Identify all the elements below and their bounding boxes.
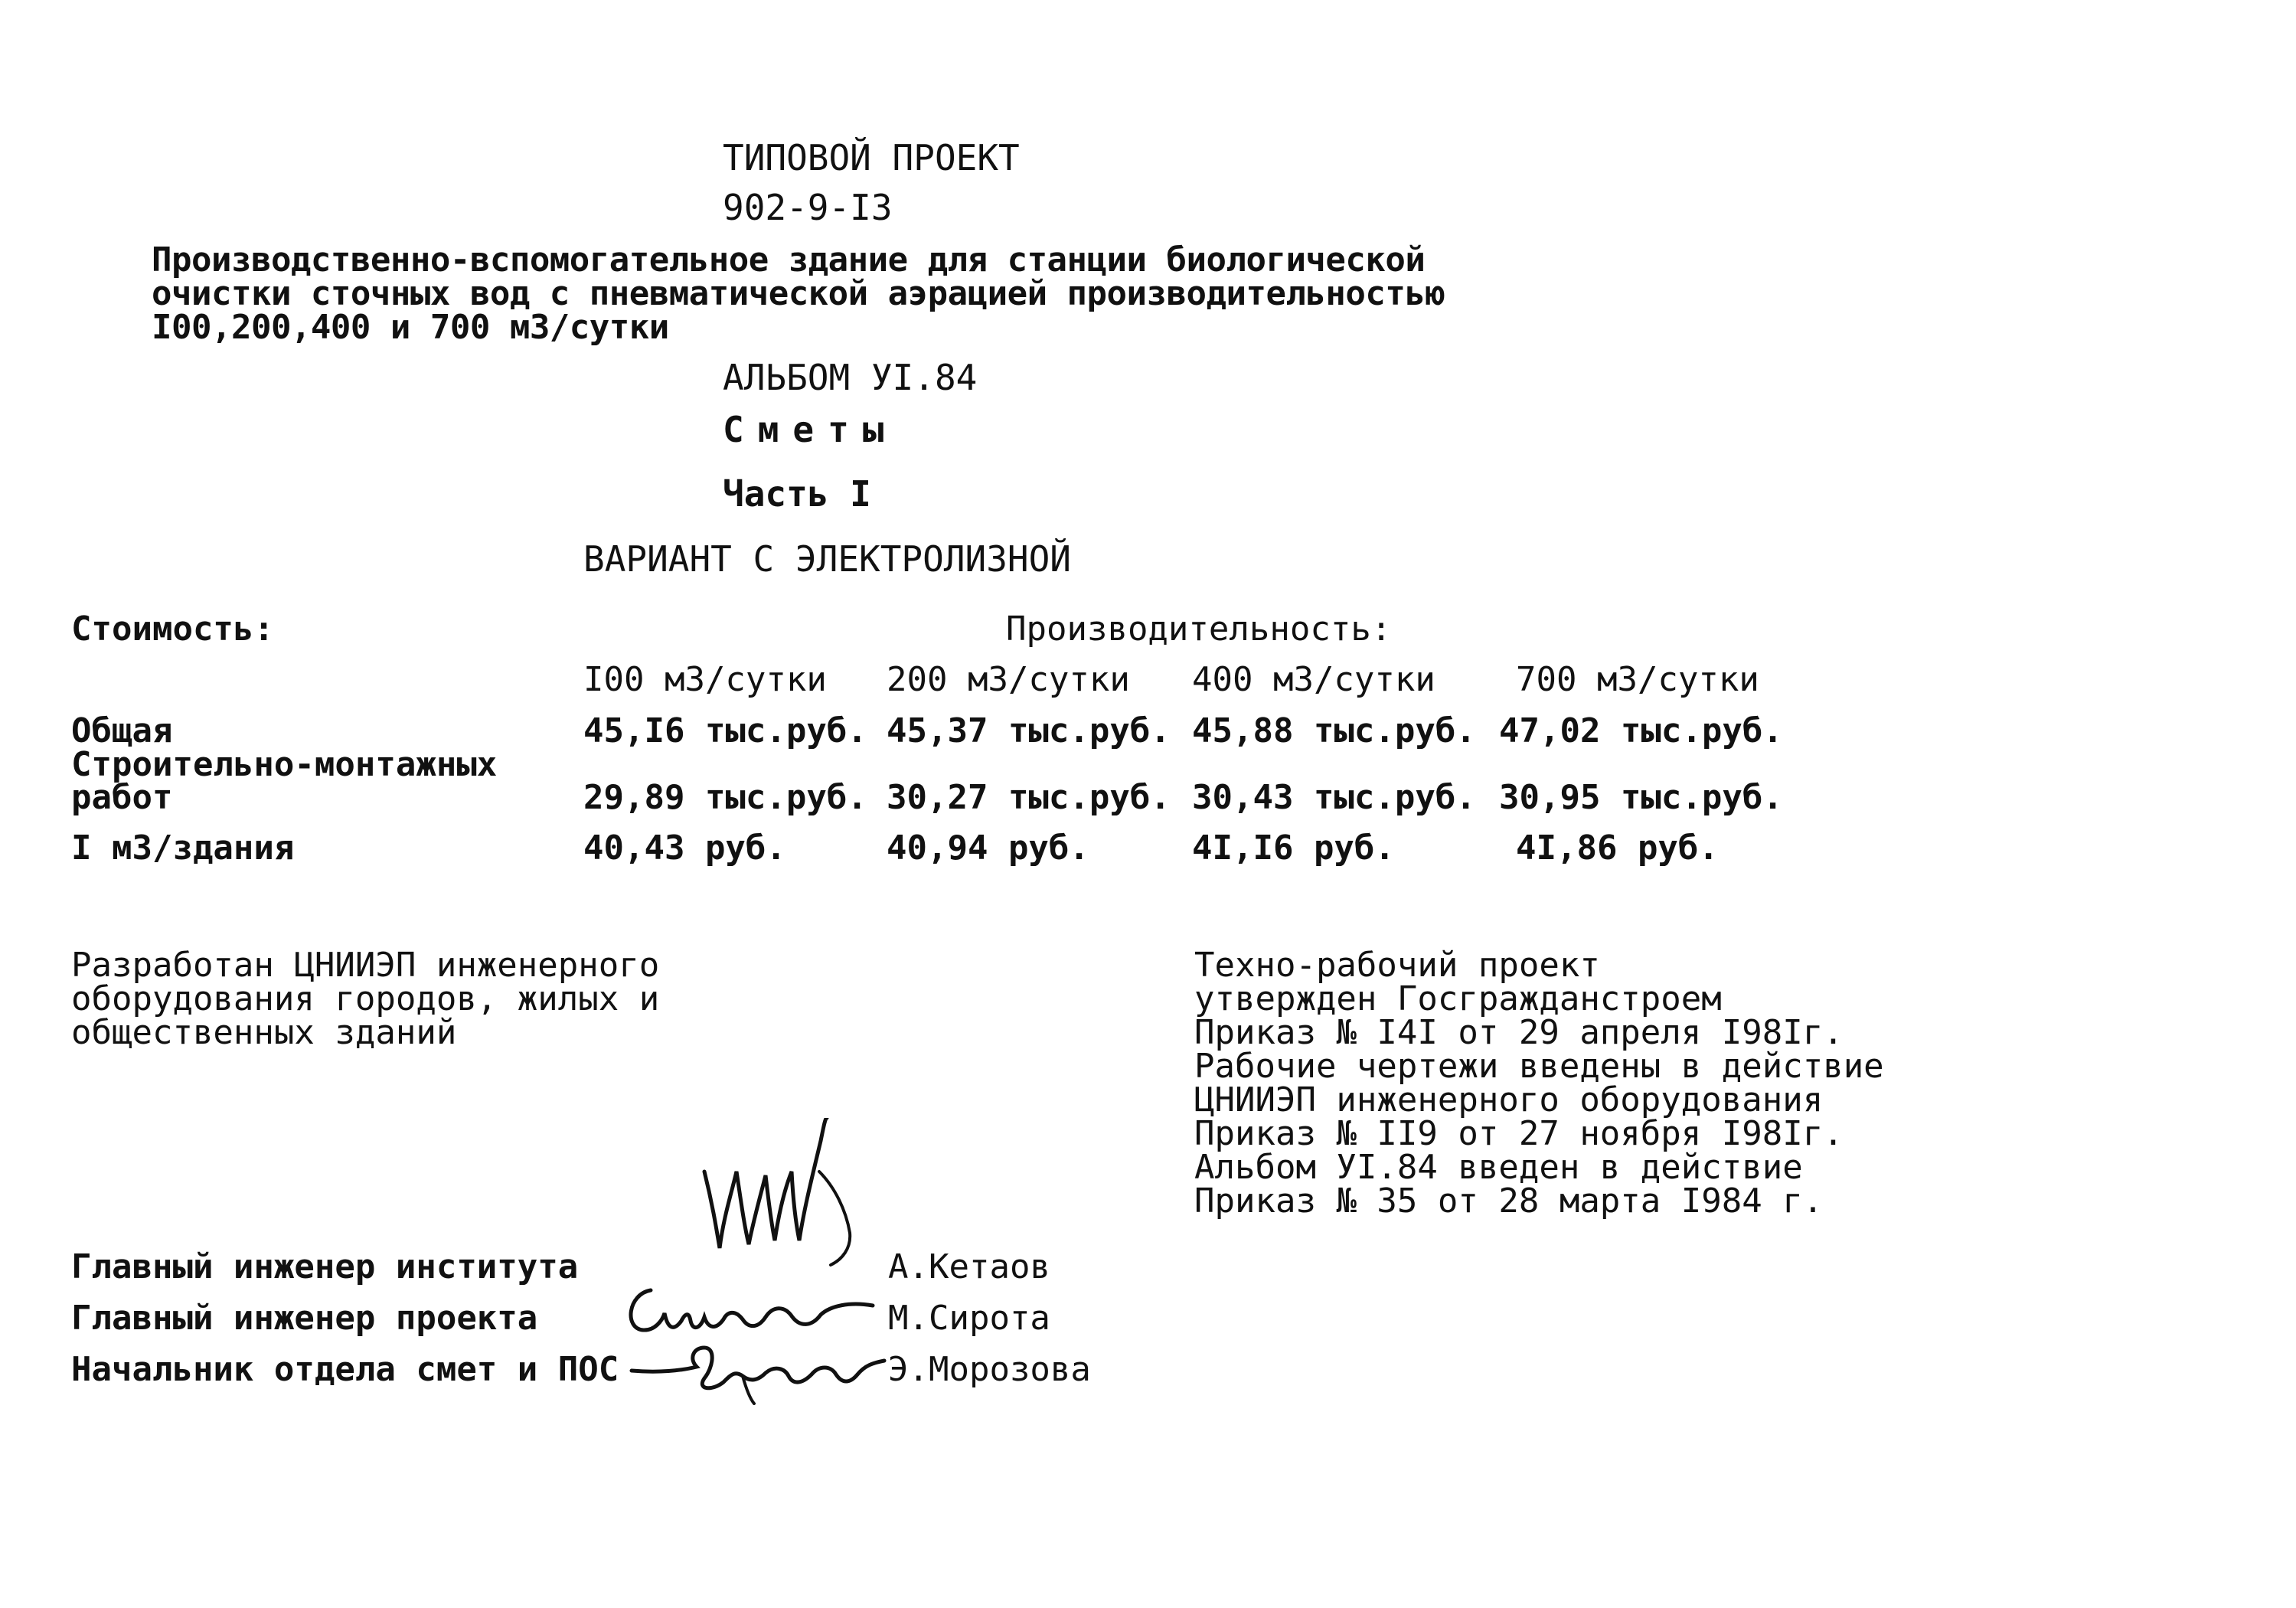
signatory-role: Начальник отдела смет и ПОС (71, 1350, 619, 1389)
table-cell: 4I,86 руб. (1516, 829, 1719, 868)
row-label: Строительно-монтажных (71, 745, 498, 784)
approval-line: Приказ № II9 от 27 ноября I98Iг. (1194, 1114, 1844, 1153)
part-label: Часть I (723, 473, 871, 515)
approval-line: Приказ № 35 от 28 марта I984 г. (1194, 1181, 1824, 1221)
developer-line: Разработан ЦНИИЭП инженерного (71, 946, 660, 985)
subject-line-3: I00,200,400 и 700 м3/сутки (152, 308, 669, 347)
table-cell: 40,94 руб. (887, 829, 1089, 868)
signatory-name: А.Кетаов (888, 1247, 1050, 1286)
developer-line: общественных зданий (71, 1013, 457, 1052)
row-label: I м3/здания (71, 829, 295, 868)
row-label-continued: работ (71, 778, 173, 817)
table-cell: 4I,I6 руб. (1192, 829, 1395, 868)
document-type-title: ТИПОВОЙ ПРОЕКТ (723, 137, 1020, 178)
capacity-label: Производительность: (1006, 610, 1392, 649)
table-cell: 40,43 руб. (583, 829, 786, 868)
approval-line: Техно-рабочий проект (1194, 946, 1600, 985)
signatory-name: Э.Морозова (888, 1350, 1091, 1389)
table-cell: 45,88 тыс.руб. (1192, 711, 1476, 750)
signatory-name: М.Сирота (888, 1299, 1050, 1338)
cost-label: Стоимость: (71, 610, 274, 649)
column-header: 200 м3/сутки (887, 660, 1130, 699)
subject-line-2: очистки сточных вод с пневматической аэрацией производительностью (152, 274, 1445, 313)
approval-line: Альбом УI.84 введен в действие (1194, 1148, 1803, 1187)
signature-morozova-mark (628, 1329, 888, 1405)
table-cell: 30,27 тыс.руб. (887, 778, 1171, 817)
subject-line-1: Производственно-вспомогательное здание для станции биологической (152, 240, 1426, 279)
signature-ketaov-mark (689, 1118, 888, 1302)
developer-line: оборудования городов, жилых и (71, 979, 660, 1018)
column-header: 700 м3/сутки (1516, 660, 1759, 699)
column-header: I00 м3/сутки (583, 660, 827, 699)
variant-title: ВАРИАНТ С ЭЛЕКТРОЛИЗНОЙ (583, 538, 1071, 580)
signatory-role: Главный инженер института (71, 1247, 579, 1286)
table-cell: 30,43 тыс.руб. (1192, 778, 1476, 817)
approval-line: Рабочие чертежи введены в действие (1194, 1047, 1884, 1086)
row-label: Общая (71, 711, 173, 750)
approval-line: ЦНИИЭП инженерного оборудования (1194, 1080, 1824, 1119)
approval-line: утвержден Госгражданстроем (1194, 979, 1722, 1018)
table-cell: 45,I6 тыс.руб. (583, 711, 867, 750)
project-number: 902-9-I3 (723, 187, 893, 228)
approval-line: Приказ № I4I от 29 апреля I98Iг. (1194, 1013, 1844, 1052)
table-cell: 47,02 тыс.руб. (1499, 711, 1783, 750)
album-label: АЛЬБОМ УI.84 (723, 357, 978, 398)
column-header: 400 м3/сутки (1192, 660, 1435, 699)
signatory-role: Главный инженер проекта (71, 1299, 538, 1338)
table-cell: 45,37 тыс.руб. (887, 711, 1171, 750)
table-cell: 29,89 тыс.руб. (583, 778, 867, 817)
table-cell: 30,95 тыс.руб. (1499, 778, 1783, 817)
section-title: Сметы (723, 409, 898, 450)
